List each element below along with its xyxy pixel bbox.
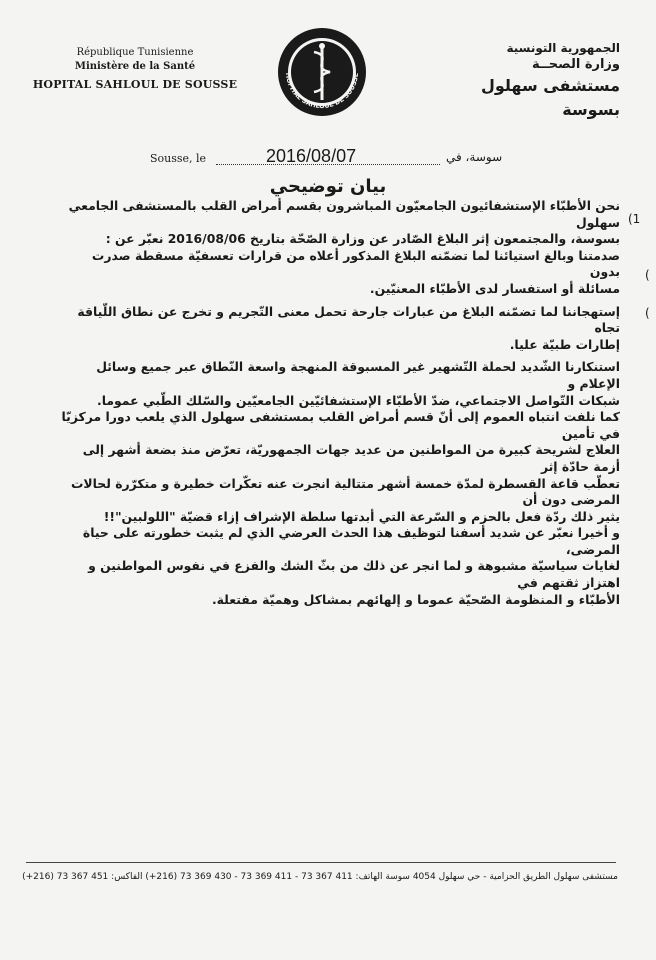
body-line: إستهجاننا لما تضمّنه البلاغ من عبارات جارحة تحمل معنى التّجريم و تخرج عن نطاق اللّياقة تجاه [77,303,620,336]
body-line: نحن الأطبّاء الإستشفائيون الجامعيّون المباشرون بقسم أمراض القلب بالمستشفى الجامعي سهلول [68,198,620,230]
logo-text: HOPITAL SAHLOUL DE SOUSSE [283,72,361,111]
hospital-logo-icon [276,26,368,118]
body-line: صدمتنا وبالغ استيائنا لما تضمّنه البلاغ المذكور أعلاه من قرارات تعسفيّة مسقطة صدرت بدون [91,247,620,280]
body-line: تعطّب قاعة القسطرة لمدّة خمسة أشهر متتالية انجرت عنه تعكّرات خطيرة و متكرّرة لحالات المرضى دون أن [70,475,620,508]
header-french [30,46,240,92]
header-fr-hospital: HOPITAL SAHLOUL DE SOUSSE [32,78,238,91]
body-line: إطارات طبيّة عليا. [509,336,620,352]
header-fr-republic: République Tunisienne [76,47,194,58]
body-line: الأطبّاء و المنظومة الصّحيّة عموما و إلهائهم بمشاكل وهميّة مفتعلة. [211,591,620,607]
header-ar-republic: الجمهورية التونسية [506,41,620,55]
body-line: مسائلة أو استفسار لدى الأطبّاء المعنيّين. [369,280,620,296]
body-line: شبكات التّواصل الاجتماعي، ضدّ الأطبّاء الإستشفائيّين الجامعيّين والسّلك الطّبي عموما. [97,392,620,408]
body-line: كما نلفت انتباه العموم إلى أنّ قسم أمراض القلب بمستشفى سهلول الذي يلعب دورا مركزيّا في تأمين [61,409,620,441]
date-label-fr: Sousse, le [150,152,207,165]
header-ar-hospital: مستشفى سهلول بسوسة [480,76,620,119]
date-line [150,146,503,170]
header-ar-ministry: وزارة الصحــة [532,57,620,72]
document-title: بيان توضيحي [269,176,387,197]
document-body [60,198,620,608]
date-label-ar: سوسة، في [446,150,503,164]
footer-divider [26,862,616,863]
header-arabic [420,40,620,122]
list-marker: ( [645,268,650,282]
list-marker: (1 [628,212,641,226]
document-date: 2016/08/07 [266,146,357,166]
body-line: استنكارنا الشّديد لحملة التّشهير غير المسبوقة المنهجة واسعة النّطاق عبر جميع وسائل الإعلام و [96,359,620,391]
body-line: بسوسة، والمجتمعون إثر البلاغ الصّادر عن وزارة الصّحّة بتاريخ 2016/08/06 نعبّر عن : [105,231,620,247]
body-line: يثير ذلك ردّة فعل بالحزم و السّرعة التي أبدتها سلطة الإشراف إزاء قضيّة "اللولبين"!! [103,508,620,524]
body-line: العلاج لشريحة كبيرة من المواطنين من عديد جهات الجمهوريّة، تعرّض منذ بضعة أشهر إلى أزمة حادّة إثر [82,442,620,474]
body-line: لغايات سياسيّة مشبوهة و لما انجر عن ذلك من بثّ الشك والفزع في نفوس المواطنين و اهتزاز ثقتهم في [88,558,620,591]
footer-contact: مستشفى سهلول الطريق الحزامية - حي سهلول 4054 سوسة الهاتف: 411 367 73 - 411 369 73 - 430 369 73 (216+) الفاكس: 451 367 73 (216+) [22,872,618,882]
list-marker: ( [645,306,650,320]
header-fr-ministry: Ministère de la Santé [74,61,196,72]
body-line: و أخيرا نعبّر عن شديد أسفنا لتوظيف هذا الحدث العرضي الذي لم يثبت خطورته على حياة المرضى، [82,525,620,557]
